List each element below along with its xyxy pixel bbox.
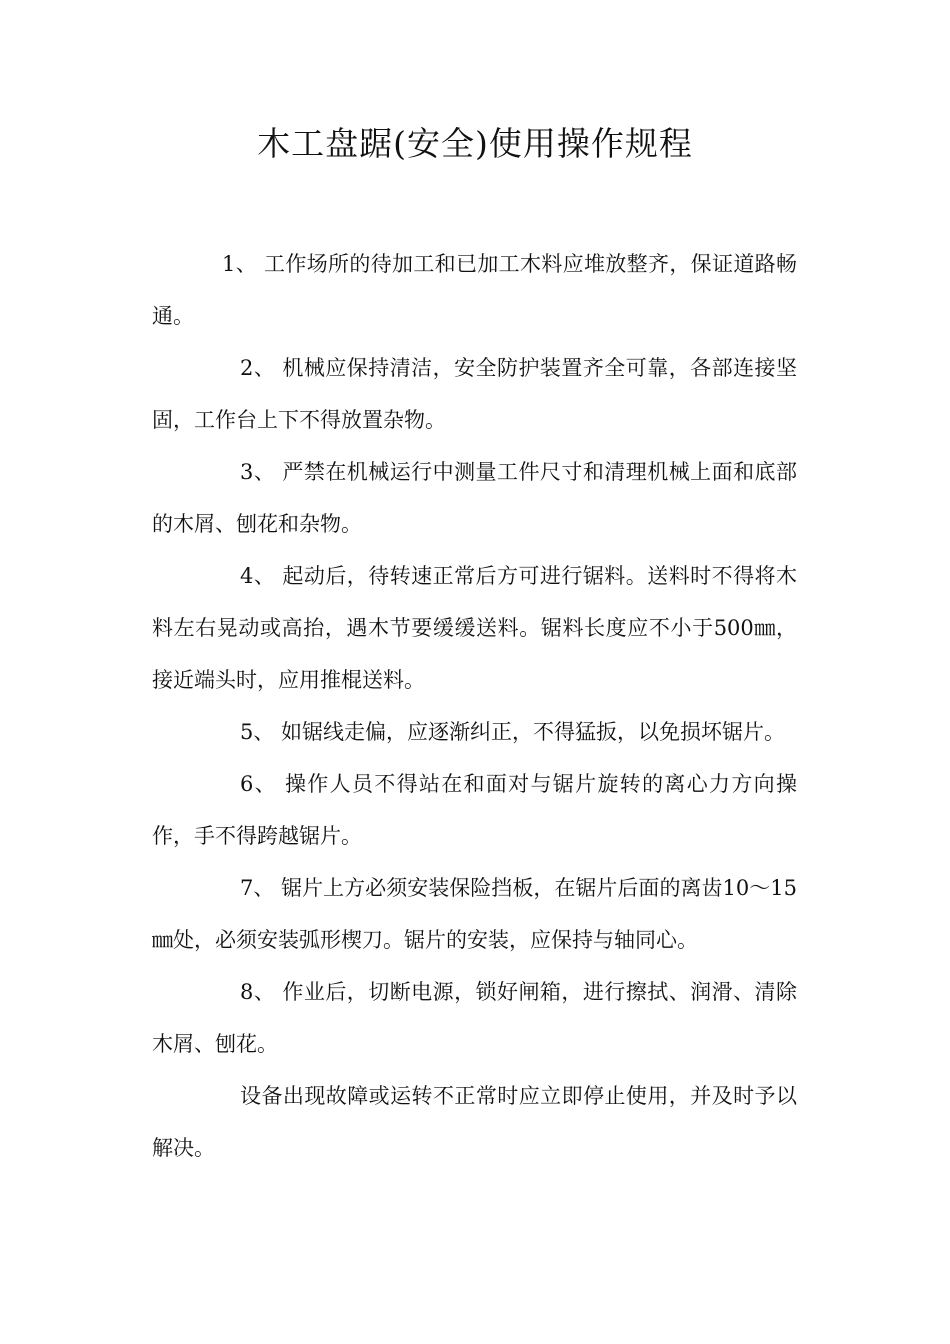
paragraph-3: 3、 严禁在机械运行中测量工件尺寸和清理机械上面和底部的木屑、刨花和杂物。 xyxy=(152,460,797,536)
document-body xyxy=(152,238,797,1174)
paragraph-4: 4、 起动后，待转速正常后方可进行锯料。送料时不得将木料左右晃动或高抬，遇木节要缓缓送料。锯料长度应不小于500㎜，接近端头时，应用推棍送料。 xyxy=(152,564,797,692)
paragraph-6: 6、 操作人员不得站在和面对与锯片旋转的离心力方向操作，手不得跨越锯片。 xyxy=(152,772,797,848)
page-title: 木工盘踞(安全)使用操作规程 xyxy=(257,124,693,163)
paragraph-7: 7、 锯片上方必须安装保险挡板，在锯片后面的离齿10～15㎜处，必须安装弧形楔刀。锯片的安装，应保持与轴同心。 xyxy=(152,876,797,952)
paragraph-1: 1、 工作场所的待加工和已加工木料应堆放整齐，保证道路畅通。 xyxy=(152,252,797,328)
paragraph-8: 8、 作业后，切断电源，锁好闸箱，进行擦拭、润滑、清除木屑、刨花。 xyxy=(152,980,797,1056)
paragraph-5: 5、 如锯线走偏，应逐渐纠正，不得猛扳，以免损坏锯片。 xyxy=(240,720,786,744)
paragraph-closing: 设备出现故障或运转不正常时应立即停止使用，并及时予以解决。 xyxy=(152,1084,797,1160)
paragraph-2: 2、 机械应保持清洁，安全防护装置齐全可靠，各部连接坚固，工作台上下不得放置杂物。 xyxy=(152,356,797,432)
